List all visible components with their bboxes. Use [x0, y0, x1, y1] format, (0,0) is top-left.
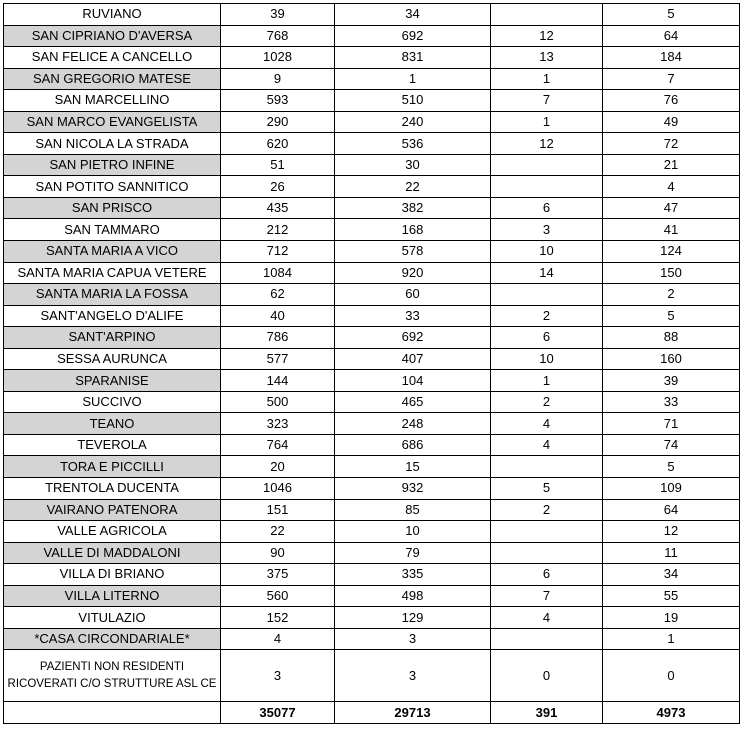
value-cell: 79	[335, 542, 491, 564]
value-cell: 22	[221, 521, 335, 543]
value-cell: 768	[221, 25, 335, 47]
value-cell: 13	[491, 47, 603, 69]
value-cell: 15	[335, 456, 491, 478]
value-cell: 72	[603, 133, 740, 155]
municipality-name-cell: TEANO	[4, 413, 221, 435]
table-row	[4, 391, 740, 413]
value-cell: 20	[221, 456, 335, 478]
value-cell: 686	[335, 434, 491, 456]
value-cell: 129	[335, 607, 491, 629]
value-cell: 11	[603, 542, 740, 564]
municipality-name-cell: SAN PIETRO INFINE	[4, 154, 221, 176]
value-cell: 0	[603, 650, 740, 702]
value-cell: 407	[335, 348, 491, 370]
value-cell: 786	[221, 327, 335, 349]
table-row	[4, 564, 740, 586]
municipality-name-cell: SAN POTITO SANNITICO	[4, 176, 221, 198]
value-cell: 6	[491, 564, 603, 586]
value-cell: 0	[491, 650, 603, 702]
value-cell: 3	[221, 650, 335, 702]
value-cell: 76	[603, 90, 740, 112]
value-cell: 1	[335, 68, 491, 90]
value-cell: 5	[603, 456, 740, 478]
municipality-name-cell: RUVIANO	[4, 4, 221, 26]
value-cell: 510	[335, 90, 491, 112]
table-row	[4, 434, 740, 456]
value-cell: 26	[221, 176, 335, 198]
value-cell: 435	[221, 197, 335, 219]
municipality-name-cell: SANT'ANGELO D'ALIFE	[4, 305, 221, 327]
municipality-name-cell: SAN NICOLA LA STRADA	[4, 133, 221, 155]
table-row	[4, 456, 740, 478]
value-cell: 62	[221, 284, 335, 306]
table-row	[4, 90, 740, 112]
value-cell: 4	[603, 176, 740, 198]
value-cell: 160	[603, 348, 740, 370]
value-cell: 88	[603, 327, 740, 349]
value-cell: 64	[603, 499, 740, 521]
value-cell: 3	[335, 628, 491, 650]
value-cell: 4	[491, 434, 603, 456]
value-cell: 620	[221, 133, 335, 155]
table-row	[4, 47, 740, 69]
value-cell: 335	[335, 564, 491, 586]
municipality-name-cell: VILLA LITERNO	[4, 585, 221, 607]
value-cell: 150	[603, 262, 740, 284]
value-cell: 1	[491, 111, 603, 133]
value-cell: 712	[221, 241, 335, 263]
value-cell: 932	[335, 478, 491, 500]
value-cell: 764	[221, 434, 335, 456]
table-row	[4, 262, 740, 284]
table-row	[4, 542, 740, 564]
value-cell: 692	[335, 327, 491, 349]
value-cell: 578	[335, 241, 491, 263]
value-cell: 692	[335, 25, 491, 47]
municipality-name-cell: SANTA MARIA LA FOSSA	[4, 284, 221, 306]
table-row	[4, 521, 740, 543]
total-value-cell: 29713	[335, 702, 491, 724]
value-cell: 6	[491, 197, 603, 219]
table-row	[4, 111, 740, 133]
value-cell	[491, 284, 603, 306]
total-value-cell: 35077	[221, 702, 335, 724]
value-cell: 2	[603, 284, 740, 306]
municipality-data-table	[3, 3, 740, 724]
value-cell	[491, 4, 603, 26]
value-cell: 3	[335, 650, 491, 702]
value-cell: 2	[491, 305, 603, 327]
value-cell: 85	[335, 499, 491, 521]
value-cell: 47	[603, 197, 740, 219]
municipality-name-cell: TORA E PICCILLI	[4, 456, 221, 478]
value-cell	[491, 521, 603, 543]
value-cell: 34	[603, 564, 740, 586]
value-cell: 382	[335, 197, 491, 219]
table-row	[4, 370, 740, 392]
value-cell: 375	[221, 564, 335, 586]
value-cell: 39	[221, 4, 335, 26]
value-cell: 2	[491, 391, 603, 413]
municipality-name-cell: SAN TAMMARO	[4, 219, 221, 241]
value-cell: 4	[491, 413, 603, 435]
value-cell: 151	[221, 499, 335, 521]
table-row	[4, 133, 740, 155]
value-cell: 2	[491, 499, 603, 521]
value-cell	[491, 154, 603, 176]
value-cell: 323	[221, 413, 335, 435]
table-row	[4, 68, 740, 90]
value-cell: 1084	[221, 262, 335, 284]
value-cell: 152	[221, 607, 335, 629]
value-cell: 168	[335, 219, 491, 241]
value-cell: 144	[221, 370, 335, 392]
municipality-name-cell: TRENTOLA DUCENTA	[4, 478, 221, 500]
municipality-name-cell: SAN FELICE A CANCELLO	[4, 47, 221, 69]
value-cell: 12	[491, 25, 603, 47]
table-row	[4, 607, 740, 629]
value-cell: 4	[491, 607, 603, 629]
value-cell: 498	[335, 585, 491, 607]
value-cell: 22	[335, 176, 491, 198]
value-cell: 831	[335, 47, 491, 69]
value-cell: 39	[603, 370, 740, 392]
value-cell: 184	[603, 47, 740, 69]
value-cell: 12	[491, 133, 603, 155]
value-cell: 240	[335, 111, 491, 133]
value-cell: 10	[335, 521, 491, 543]
total-value-cell: 4973	[603, 702, 740, 724]
table-row	[4, 650, 740, 702]
municipality-name-cell: SUCCIVO	[4, 391, 221, 413]
municipality-name-cell: VALLE AGRICOLA	[4, 521, 221, 543]
table-row	[4, 478, 740, 500]
value-cell: 10	[491, 348, 603, 370]
municipality-name-cell: *CASA CIRCONDARIALE*	[4, 628, 221, 650]
value-cell: 9	[221, 68, 335, 90]
value-cell: 10	[491, 241, 603, 263]
table-row	[4, 348, 740, 370]
table-row	[4, 585, 740, 607]
value-cell: 1	[491, 370, 603, 392]
value-cell: 5	[491, 478, 603, 500]
value-cell: 90	[221, 542, 335, 564]
value-cell: 60	[335, 284, 491, 306]
value-cell: 1046	[221, 478, 335, 500]
table-row	[4, 219, 740, 241]
table-row	[4, 305, 740, 327]
value-cell: 5	[603, 305, 740, 327]
value-cell: 41	[603, 219, 740, 241]
value-cell: 19	[603, 607, 740, 629]
value-cell: 593	[221, 90, 335, 112]
value-cell: 1	[603, 628, 740, 650]
value-cell: 64	[603, 25, 740, 47]
value-cell: 1	[491, 68, 603, 90]
value-cell: 212	[221, 219, 335, 241]
value-cell: 577	[221, 348, 335, 370]
municipality-name-cell: SAN CIPRIANO D'AVERSA	[4, 25, 221, 47]
municipality-name-cell: SAN GREGORIO MATESE	[4, 68, 221, 90]
municipality-name-cell: VAIRANO PATENORA	[4, 499, 221, 521]
value-cell	[491, 628, 603, 650]
municipality-name-cell: VILLA DI BRIANO	[4, 564, 221, 586]
table-row	[4, 241, 740, 263]
value-cell: 55	[603, 585, 740, 607]
table-body	[4, 4, 740, 724]
table-row	[4, 413, 740, 435]
value-cell: 33	[335, 305, 491, 327]
table-row	[4, 197, 740, 219]
value-cell: 1028	[221, 47, 335, 69]
value-cell: 34	[335, 4, 491, 26]
municipality-name-cell: TEVEROLA	[4, 434, 221, 456]
value-cell: 7	[491, 585, 603, 607]
value-cell	[491, 456, 603, 478]
totals-label-cell	[4, 702, 221, 724]
value-cell: 49	[603, 111, 740, 133]
value-cell: 5	[603, 4, 740, 26]
municipality-name-cell: SESSA AURUNCA	[4, 348, 221, 370]
value-cell: 51	[221, 154, 335, 176]
value-cell: 74	[603, 434, 740, 456]
value-cell: 30	[335, 154, 491, 176]
table-row	[4, 499, 740, 521]
value-cell: 7	[491, 90, 603, 112]
table-row	[4, 176, 740, 198]
municipality-name-cell: SPARANISE	[4, 370, 221, 392]
municipality-name-cell: SAN PRISCO	[4, 197, 221, 219]
municipality-name-cell: VITULAZIO	[4, 607, 221, 629]
municipality-name-cell: SAN MARCELLINO	[4, 90, 221, 112]
value-cell: 71	[603, 413, 740, 435]
table-row	[4, 154, 740, 176]
value-cell: 33	[603, 391, 740, 413]
value-cell	[491, 176, 603, 198]
value-cell: 560	[221, 585, 335, 607]
value-cell: 920	[335, 262, 491, 284]
value-cell: 4	[221, 628, 335, 650]
table-row	[4, 25, 740, 47]
municipality-name-cell: VALLE DI MADDALONI	[4, 542, 221, 564]
totals-row	[4, 702, 740, 724]
value-cell: 104	[335, 370, 491, 392]
value-cell: 248	[335, 413, 491, 435]
total-value-cell: 391	[491, 702, 603, 724]
value-cell: 124	[603, 241, 740, 263]
value-cell: 290	[221, 111, 335, 133]
value-cell: 500	[221, 391, 335, 413]
value-cell: 7	[603, 68, 740, 90]
value-cell: 40	[221, 305, 335, 327]
value-cell: 14	[491, 262, 603, 284]
value-cell: 109	[603, 478, 740, 500]
value-cell: 465	[335, 391, 491, 413]
value-cell: 536	[335, 133, 491, 155]
value-cell	[491, 542, 603, 564]
municipality-name-cell: SANT'ARPINO	[4, 327, 221, 349]
table-row	[4, 284, 740, 306]
table-row	[4, 327, 740, 349]
value-cell: 6	[491, 327, 603, 349]
municipality-name-cell: PAZIENTI NON RESIDENTI RICOVERATI C/O STRUTTURE ASL CE	[4, 650, 221, 702]
value-cell: 3	[491, 219, 603, 241]
table-row	[4, 4, 740, 26]
table-row	[4, 628, 740, 650]
value-cell: 21	[603, 154, 740, 176]
municipality-name-cell: SANTA MARIA CAPUA VETERE	[4, 262, 221, 284]
municipality-name-cell: SANTA MARIA A VICO	[4, 241, 221, 263]
municipality-name-cell: SAN MARCO EVANGELISTA	[4, 111, 221, 133]
value-cell: 12	[603, 521, 740, 543]
